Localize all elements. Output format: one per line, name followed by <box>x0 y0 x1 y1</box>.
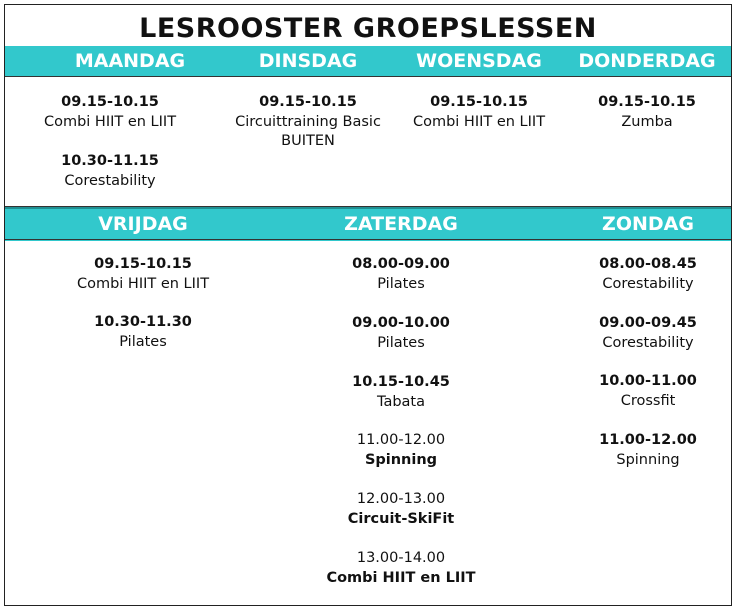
lesson-name: Spinning <box>616 451 680 468</box>
lesson-name: Combi HIIT en LIIT <box>76 275 210 292</box>
lesson-name: Spinning <box>364 451 438 468</box>
lesson-zondag-4 <box>521 431 736 470</box>
lesson-time: 10.15-10.45 <box>352 374 450 390</box>
page-title: LESROOSTER GROEPSLESSEN <box>139 13 597 44</box>
day-maandag: MAANDAG <box>74 50 186 72</box>
lesson-zaterdag-3 <box>281 373 521 412</box>
lesson-time: 09.15-10.15 <box>430 94 528 110</box>
lesson-time: 10.30-11.15 <box>61 153 159 169</box>
lesson-time: 08.00-09.00 <box>352 256 450 272</box>
lesson-name: Corestability <box>64 172 156 189</box>
lesson-time: 09.00-09.45 <box>599 315 697 331</box>
day-header-row-2 <box>5 207 731 241</box>
lesson-time: 10.00-11.00 <box>599 373 697 389</box>
day-zaterdag: ZATERDAG <box>344 213 458 235</box>
lesson-time: 09.00-10.00 <box>352 315 450 331</box>
lesson-zaterdag-1 <box>281 255 521 294</box>
lesson-time: 11.00-12.00 <box>599 432 697 448</box>
lesson-name: Combi HIIT en LIIT <box>412 113 546 130</box>
lesson-time: 10.30-11.30 <box>94 314 192 330</box>
lesson-zaterdag-5 <box>281 490 521 529</box>
schedule-frame <box>4 4 732 606</box>
lesson-dinsdag-1 <box>218 93 398 152</box>
lesson-time: 11.00-12.00 <box>356 432 446 448</box>
lesson-name: Zumba <box>621 113 673 130</box>
day-vrijdag: VRIJDAG <box>98 213 188 235</box>
lesson-zondag-1 <box>521 255 736 294</box>
lesson-zondag-2 <box>521 314 736 353</box>
lesson-name: Pilates <box>377 275 425 292</box>
lesson-time: 12.00-13.00 <box>356 491 446 507</box>
day-woensdag: WOENSDAG <box>416 50 542 72</box>
lesson-name: Circuit-SkiFit <box>347 510 455 527</box>
lesson-vrijdag-1 <box>5 255 281 294</box>
lesson-time: 09.15-10.15 <box>259 94 357 110</box>
lesson-time: 08.00-08.45 <box>599 256 697 272</box>
lesson-time: 13.00-14.00 <box>356 550 446 566</box>
lesson-zaterdag-2 <box>281 314 521 353</box>
lesson-name: Circuittraining Basic <box>235 113 381 130</box>
lesson-name: Combi HIIT en LIIT <box>43 113 177 130</box>
lesson-time: 09.15-10.15 <box>598 94 696 110</box>
lesson-name: Crossfit <box>620 392 676 409</box>
lesson-location: BUITEN <box>281 133 335 149</box>
lesson-name: Pilates <box>377 334 425 351</box>
day-donderdag: DONDERDAG <box>578 50 716 72</box>
lesson-name: Corestability <box>602 275 694 292</box>
lesson-vrijdag-2 <box>5 313 281 352</box>
divider <box>5 76 731 77</box>
lesson-zondag-3 <box>521 372 736 411</box>
lesson-zaterdag-4 <box>281 431 521 470</box>
lesson-time: 09.15-10.15 <box>61 94 159 110</box>
lesson-name: Corestability <box>602 334 694 351</box>
day-dinsdag: DINSDAG <box>258 50 358 72</box>
lesson-name: Combi HIIT en LIIT <box>326 569 476 586</box>
day-zondag: ZONDAG <box>602 213 694 235</box>
divider <box>5 239 731 240</box>
lesson-name: Pilates <box>119 333 167 350</box>
lesson-time: 09.15-10.15 <box>94 256 192 272</box>
lesson-donderdag-1 <box>564 93 730 132</box>
day-header-row-1 <box>5 46 731 76</box>
lesson-name: Tabata <box>376 393 425 410</box>
lesson-woensdag-1 <box>394 93 564 132</box>
lesson-zaterdag-6 <box>281 549 521 588</box>
lesson-maandag-2 <box>5 152 215 191</box>
lesson-maandag-1 <box>5 93 215 132</box>
